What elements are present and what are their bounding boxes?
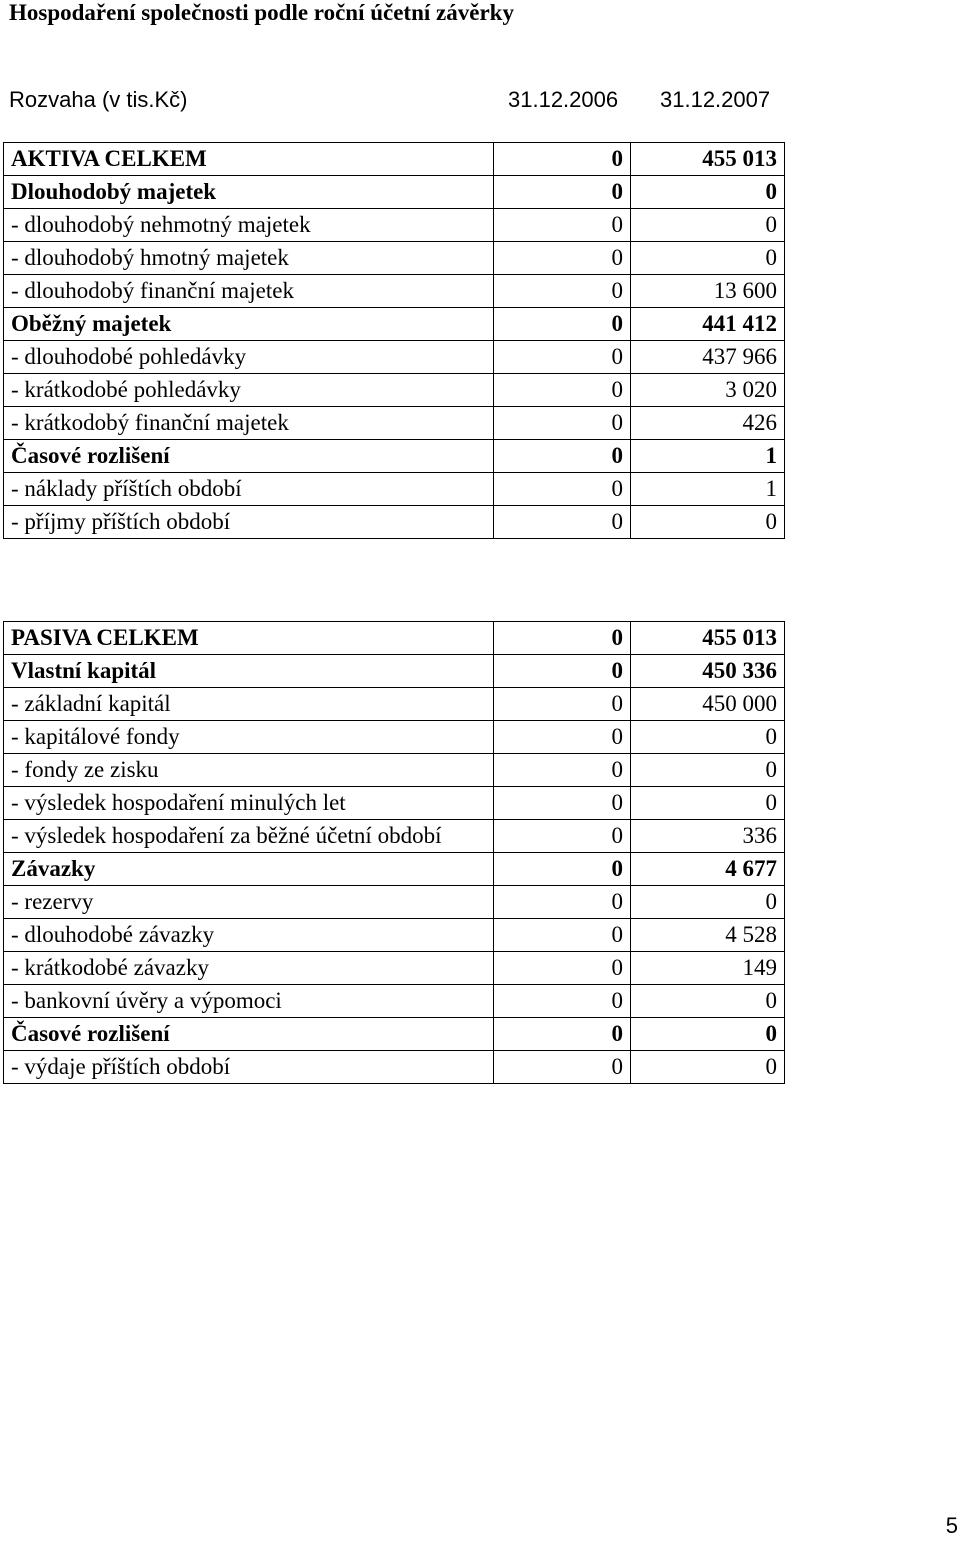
row-label: AKTIVA CELKEM	[4, 143, 494, 176]
value-2007: 0	[631, 506, 785, 539]
row-label: - příjmy příštích období	[4, 506, 494, 539]
column-header-2007: 31.12.2007	[660, 87, 771, 112]
row-label: - dlouhodobé pohledávky	[4, 341, 494, 374]
row-label: - bankovní úvěry a výpomoci	[4, 985, 494, 1018]
row-label: - výdaje příštích období	[4, 1051, 494, 1084]
row-label: Časové rozlišení	[4, 440, 494, 473]
value-2007: 3 020	[631, 374, 785, 407]
row-label: - dlouhodobý finanční majetek	[4, 275, 494, 308]
row-label: Dlouhodobý majetek	[4, 176, 494, 209]
row-label: - krátkodobé závazky	[4, 952, 494, 985]
value-2007: 13 600	[631, 275, 785, 308]
table-row	[4, 754, 785, 787]
value-2006: 0	[494, 176, 631, 209]
value-2007: 0	[631, 209, 785, 242]
table-row	[4, 341, 785, 374]
table-row	[4, 176, 785, 209]
table-row	[4, 506, 785, 539]
row-label: - základní kapitál	[4, 688, 494, 721]
value-2007: 4 528	[631, 919, 785, 952]
table-row	[4, 622, 785, 655]
value-2007: 0	[631, 787, 785, 820]
table-row	[4, 820, 785, 853]
value-2006: 0	[494, 1018, 631, 1051]
value-2007: 450 336	[631, 655, 785, 688]
value-2006: 0	[494, 622, 631, 655]
value-2007: 0	[631, 1051, 785, 1084]
table-row	[4, 209, 785, 242]
row-label: - výsledek hospodaření minulých let	[4, 787, 494, 820]
table-row	[4, 985, 785, 1018]
value-2006: 0	[494, 853, 631, 886]
value-2006: 0	[494, 440, 631, 473]
table-row	[4, 1051, 785, 1084]
row-label: - fondy ze zisku	[4, 754, 494, 787]
table-row	[4, 242, 785, 275]
value-2007: 441 412	[631, 308, 785, 341]
value-2006: 0	[494, 886, 631, 919]
value-2006: 0	[494, 754, 631, 787]
value-2006: 0	[494, 374, 631, 407]
value-2006: 0	[494, 143, 631, 176]
table-row	[4, 1018, 785, 1051]
table-row	[4, 407, 785, 440]
liabilities-table-body	[4, 622, 785, 1084]
liabilities-table	[3, 621, 785, 1084]
row-label: - dlouhodobý hmotný majetek	[4, 242, 494, 275]
value-2007: 0	[631, 985, 785, 1018]
value-2006: 0	[494, 820, 631, 853]
row-label: - kapitálové fondy	[4, 721, 494, 754]
table-row	[4, 853, 785, 886]
table-row	[4, 440, 785, 473]
value-2006: 0	[494, 341, 631, 374]
value-2006: 0	[494, 919, 631, 952]
value-2007: 455 013	[631, 143, 785, 176]
row-label: - dlouhodobý nehmotný majetek	[4, 209, 494, 242]
page-number: 5	[945, 1513, 958, 1538]
table-row	[4, 952, 785, 985]
row-label: - krátkodobé pohledávky	[4, 374, 494, 407]
value-2006: 0	[494, 473, 631, 506]
value-2007: 455 013	[631, 622, 785, 655]
table-row	[4, 473, 785, 506]
value-2006: 0	[494, 209, 631, 242]
value-2007: 0	[631, 754, 785, 787]
table-row	[4, 919, 785, 952]
value-2006: 0	[494, 688, 631, 721]
value-2006: 0	[494, 952, 631, 985]
value-2007: 0	[631, 1018, 785, 1051]
row-label: - náklady příštích období	[4, 473, 494, 506]
value-2007: 336	[631, 820, 785, 853]
value-2007: 1	[631, 440, 785, 473]
table-row	[4, 721, 785, 754]
row-label: Vlastní kapitál	[4, 655, 494, 688]
value-2007: 0	[631, 176, 785, 209]
row-label: PASIVA CELKEM	[4, 622, 494, 655]
value-2006: 0	[494, 506, 631, 539]
value-2006: 0	[494, 1051, 631, 1084]
value-2007: 1	[631, 473, 785, 506]
balance-sheet-caption: Rozvaha (v tis.Kč)	[9, 87, 188, 112]
row-label: Oběžný majetek	[4, 308, 494, 341]
value-2006: 0	[494, 655, 631, 688]
value-2006: 0	[494, 242, 631, 275]
value-2006: 0	[494, 275, 631, 308]
value-2007: 426	[631, 407, 785, 440]
value-2007: 4 677	[631, 853, 785, 886]
value-2006: 0	[494, 308, 631, 341]
value-2007: 0	[631, 242, 785, 275]
value-2007: 149	[631, 952, 785, 985]
table-row	[4, 374, 785, 407]
assets-table	[3, 142, 785, 539]
table-row	[4, 143, 785, 176]
value-2006: 0	[494, 985, 631, 1018]
value-2006: 0	[494, 721, 631, 754]
table-row	[4, 308, 785, 341]
value-2007: 450 000	[631, 688, 785, 721]
table-row	[4, 688, 785, 721]
table-row	[4, 787, 785, 820]
row-label: - výsledek hospodaření za běžné účetní období	[4, 820, 494, 853]
row-label: - krátkodobý finanční majetek	[4, 407, 494, 440]
value-2007: 0	[631, 886, 785, 919]
column-header-2006: 31.12.2006	[508, 87, 619, 112]
value-2007: 0	[631, 721, 785, 754]
page-heading: Hospodaření společnosti podle roční účetní závěrky	[9, 0, 514, 25]
row-label: Závazky	[4, 853, 494, 886]
value-2006: 0	[494, 787, 631, 820]
row-label: Časové rozlišení	[4, 1018, 494, 1051]
value-2007: 437 966	[631, 341, 785, 374]
table-row	[4, 886, 785, 919]
assets-table-body	[4, 143, 785, 539]
value-2006: 0	[494, 407, 631, 440]
table-row	[4, 275, 785, 308]
row-label: - dlouhodobé závazky	[4, 919, 494, 952]
table-row	[4, 655, 785, 688]
row-label: - rezervy	[4, 886, 494, 919]
